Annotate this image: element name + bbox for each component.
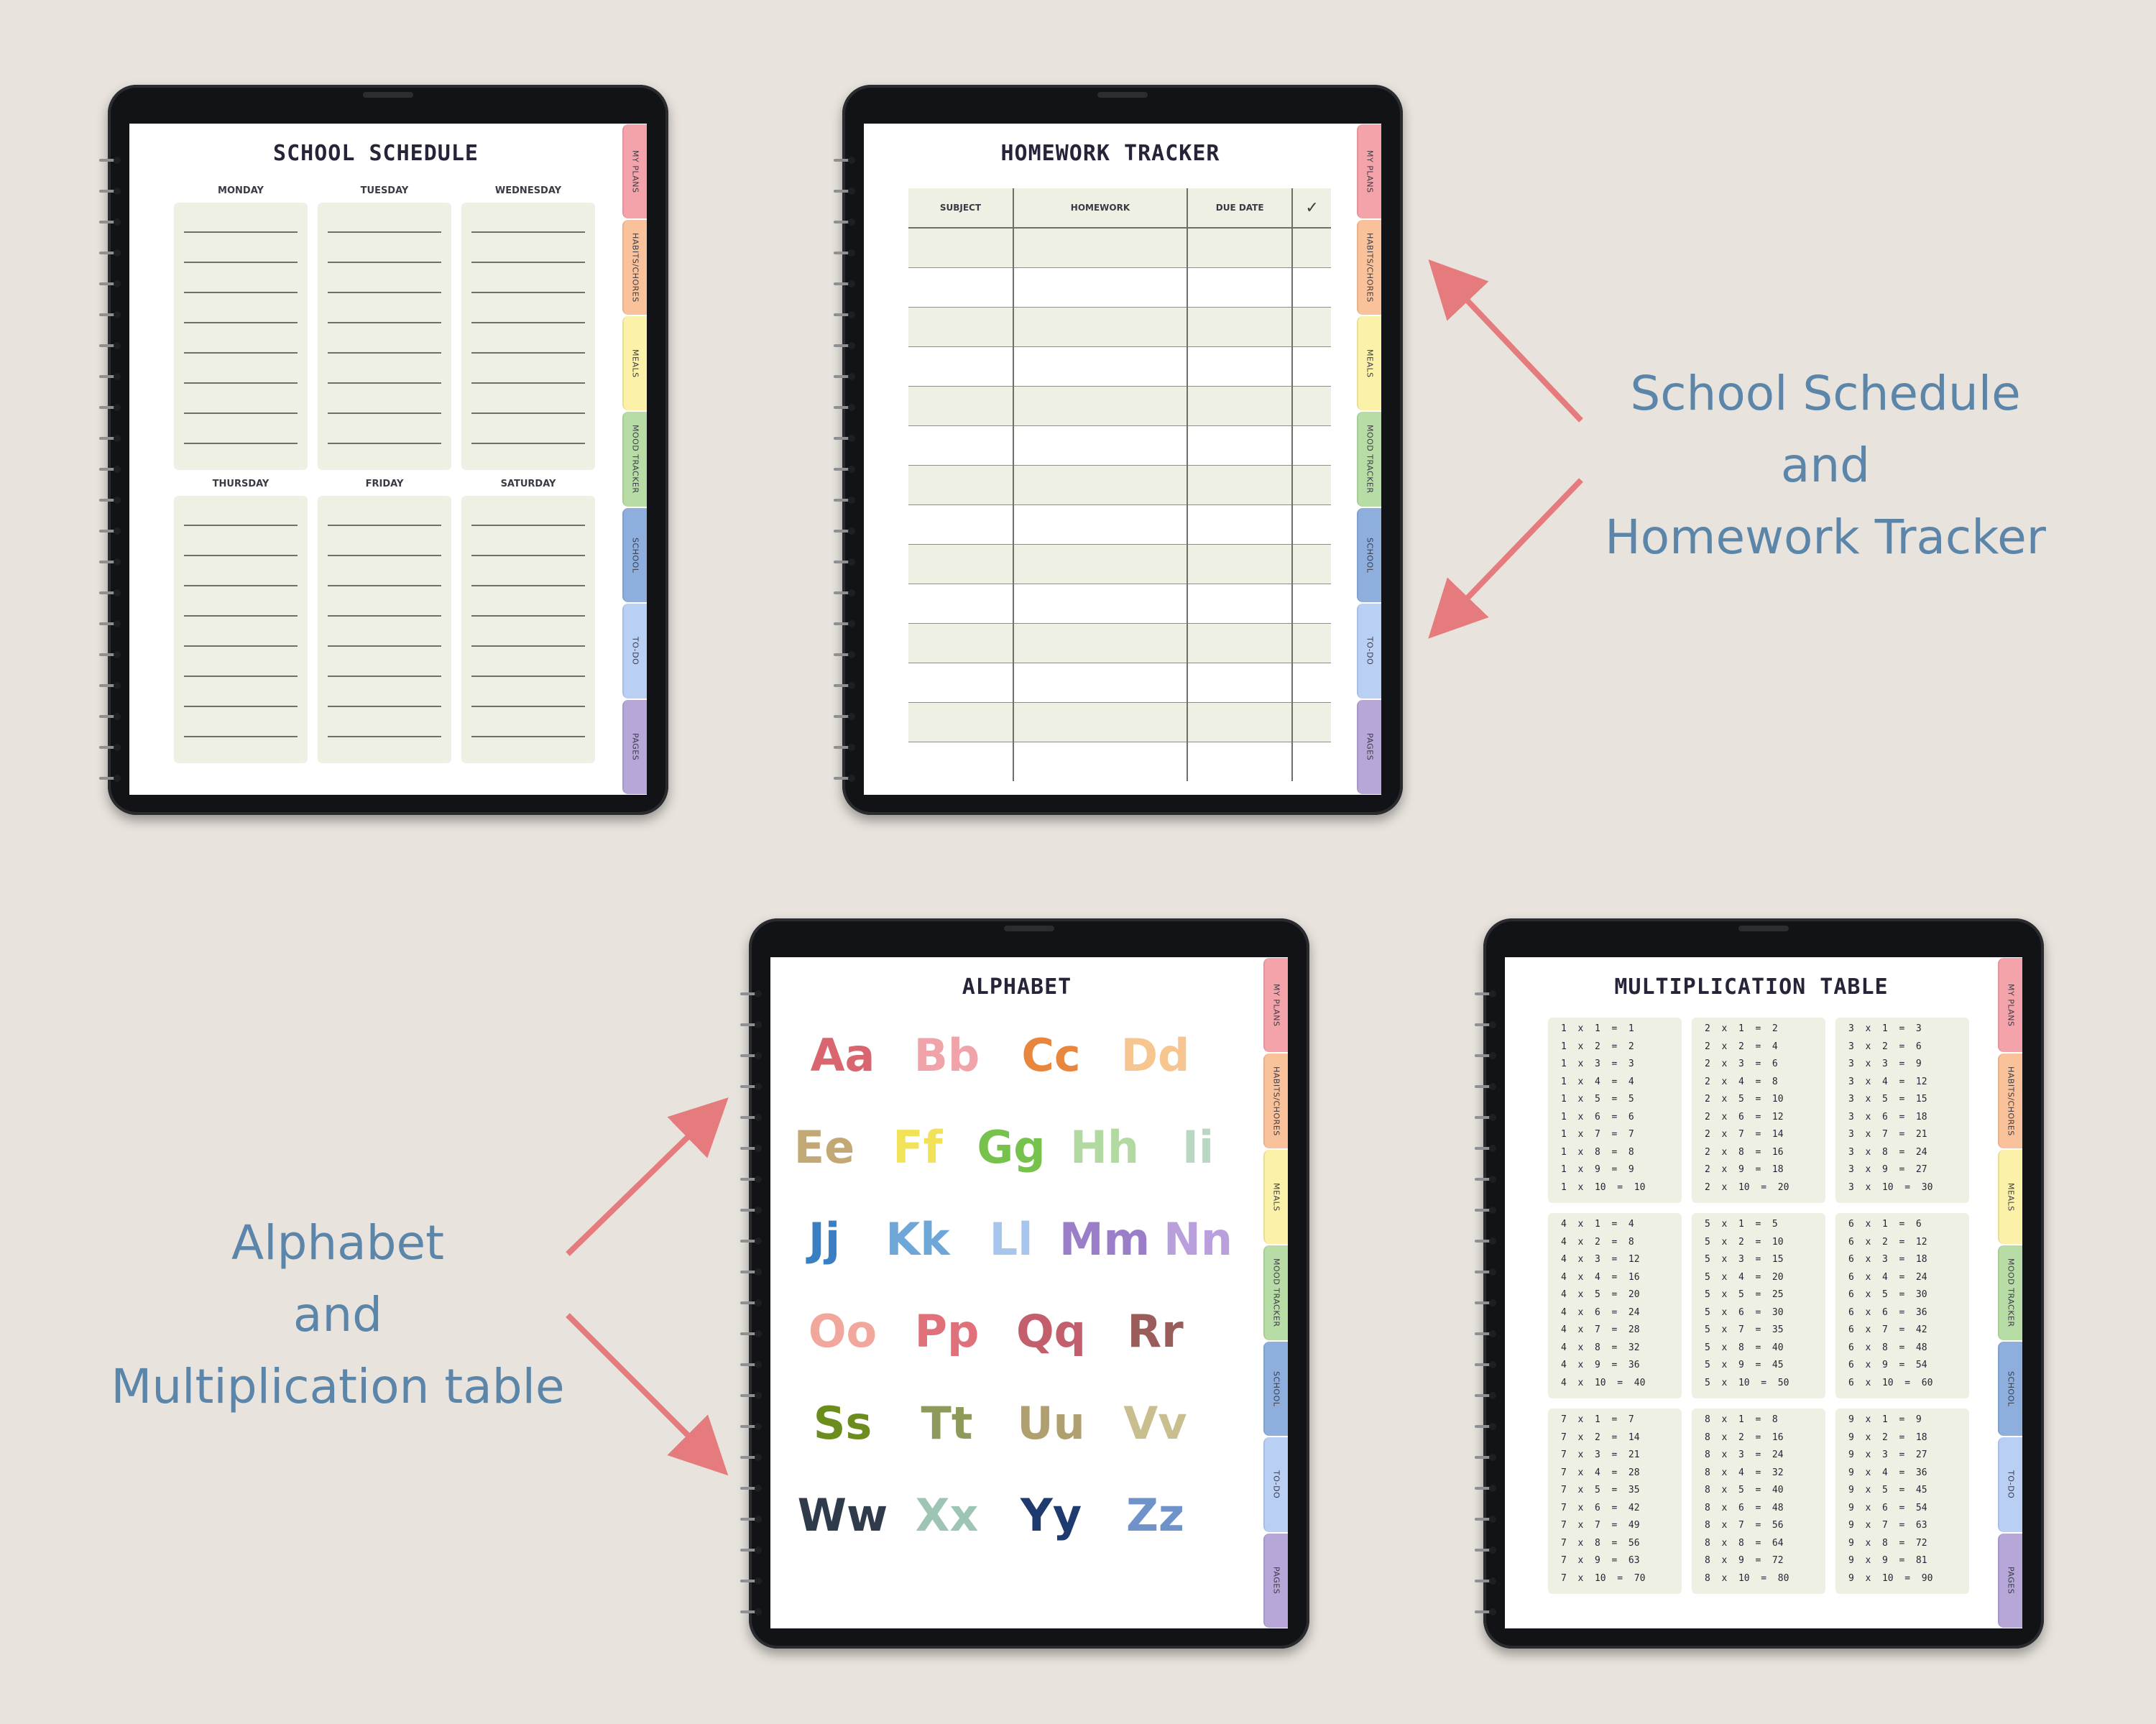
times-table-row: 1 x 6 = 6	[1561, 1111, 1634, 1123]
section-tab-label: MEALS	[2006, 1182, 2016, 1212]
times-table-row: 4 x 7 = 28	[1561, 1324, 1640, 1335]
alphabet-letter: Oo	[808, 1305, 877, 1357]
alphabet-letter: Tt	[921, 1397, 973, 1449]
column-header: ✓	[1292, 188, 1331, 228]
times-table-row: 8 x 9 = 72	[1705, 1555, 1784, 1566]
section-tab-label: MY PLANS	[1271, 983, 1281, 1027]
times-table-row: 8 x 7 = 56	[1705, 1520, 1784, 1531]
times-table-row: 5 x 7 = 35	[1705, 1324, 1784, 1335]
times-table-row: 3 x 1 = 3	[1848, 1023, 1922, 1034]
times-table-row: 7 x 9 = 63	[1561, 1555, 1640, 1566]
times-table-row: 8 x 10 = 80	[1705, 1572, 1789, 1584]
times-table-row: 5 x 8 = 40	[1705, 1342, 1784, 1353]
times-table-row: 5 x 9 = 45	[1705, 1360, 1784, 1370]
times-table-row: 5 x 1 = 5	[1705, 1219, 1778, 1230]
section-tab-label: TO-DO	[1365, 637, 1375, 665]
times-table-row: 2 x 2 = 4	[1705, 1041, 1778, 1052]
section-tab-label: MOOD TRACKER	[630, 425, 640, 494]
times-table-row: 1 x 1 = 1	[1561, 1023, 1634, 1034]
times-table-row: 6 x 1 = 6	[1848, 1219, 1922, 1230]
times-table-row: 6 x 4 = 24	[1848, 1271, 1927, 1283]
times-table-row: 9 x 6 = 54	[1848, 1502, 1927, 1513]
alphabet-letter: Vv	[1123, 1397, 1187, 1449]
times-table-row: 3 x 8 = 24	[1848, 1146, 1927, 1158]
alphabet-letter: Ii	[1181, 1121, 1215, 1174]
times-table-row: 3 x 7 = 21	[1848, 1129, 1927, 1140]
times-table-row: 8 x 2 = 16	[1705, 1432, 1784, 1443]
times-table-row: 1 x 7 = 7	[1561, 1129, 1634, 1140]
times-table-row: 3 x 6 = 18	[1848, 1111, 1927, 1123]
section-tab-label: TO-DO	[2006, 1470, 2016, 1499]
times-table-row: 6 x 2 = 12	[1848, 1236, 1927, 1248]
caption-line: Alphabet	[231, 1215, 445, 1271]
arrow-icon	[568, 1117, 708, 1254]
times-table-row: 6 x 6 = 36	[1848, 1306, 1927, 1318]
times-table-row: 3 x 9 = 27	[1848, 1164, 1927, 1175]
times-table-row: 5 x 4 = 20	[1705, 1271, 1784, 1283]
section-tab-label: MEALS	[1365, 349, 1375, 378]
times-table-row: 7 x 5 = 35	[1561, 1485, 1640, 1495]
times-table-row: 4 x 1 = 4	[1561, 1219, 1634, 1230]
times-table-row: 9 x 3 = 27	[1848, 1449, 1927, 1460]
times-table-row: 6 x 8 = 48	[1848, 1342, 1927, 1353]
times-table-row: 2 x 6 = 12	[1705, 1111, 1784, 1123]
section-tab-label: MOOD TRACKER	[2006, 1258, 2016, 1327]
section-tab-label: MOOD TRACKER	[1365, 425, 1375, 494]
caption-line: and	[1780, 438, 1871, 493]
alphabet-letter: Ww	[797, 1489, 888, 1541]
times-table-row: 2 x 5 = 10	[1705, 1094, 1784, 1105]
times-table-row: 4 x 10 = 40	[1561, 1377, 1646, 1388]
section-tab-label: SCHOOL	[630, 537, 640, 573]
alphabet-letter: Zz	[1125, 1489, 1185, 1541]
times-table-row: 9 x 4 = 36	[1848, 1467, 1927, 1478]
alphabet-letter: Nn	[1163, 1213, 1233, 1266]
times-table-row: 9 x 9 = 81	[1848, 1555, 1927, 1566]
column-header: SUBJECT	[908, 188, 1013, 228]
times-table-row: 4 x 6 = 24	[1561, 1306, 1640, 1318]
times-table-row: 1 x 5 = 5	[1561, 1094, 1634, 1105]
times-table-row: 7 x 1 = 7	[1561, 1414, 1634, 1425]
times-table-row: 8 x 8 = 64	[1705, 1537, 1784, 1549]
alphabet-letter: Aa	[810, 1029, 875, 1082]
times-table-row: 5 x 2 = 10	[1705, 1236, 1784, 1248]
section-tab-label: PAGES	[630, 733, 640, 761]
alphabet-letter: Qq	[1015, 1305, 1087, 1357]
alphabet-letter: Pp	[914, 1305, 980, 1357]
times-table-row: 2 x 3 = 6	[1705, 1059, 1778, 1069]
times-table-row: 3 x 2 = 6	[1848, 1041, 1922, 1052]
times-table-row: 1 x 8 = 8	[1561, 1146, 1634, 1158]
alphabet-letter: Gg	[977, 1121, 1046, 1174]
times-table-row: 2 x 7 = 14	[1705, 1129, 1784, 1140]
times-table-row: 2 x 4 = 8	[1705, 1076, 1778, 1087]
times-table-row: 7 x 4 = 28	[1561, 1467, 1640, 1478]
times-table-row: 2 x 9 = 18	[1705, 1164, 1784, 1175]
times-table-row: 1 x 10 = 10	[1561, 1181, 1646, 1193]
alphabet-letter: Uu	[1017, 1397, 1085, 1449]
times-table-row: 7 x 10 = 70	[1561, 1572, 1646, 1584]
times-table-row: 7 x 6 = 42	[1561, 1502, 1640, 1513]
times-table-row: 4 x 4 = 16	[1561, 1271, 1640, 1283]
times-table-row: 4 x 3 = 12	[1561, 1254, 1640, 1265]
caption-line: School Schedule	[1630, 366, 2021, 421]
times-table-row: 8 x 6 = 48	[1705, 1502, 1784, 1513]
times-table-row: 6 x 9 = 54	[1848, 1360, 1927, 1370]
times-table-row: 4 x 5 = 20	[1561, 1289, 1640, 1300]
page-title: ALPHABET	[962, 974, 1072, 1000]
alphabet-letter: Jj	[808, 1213, 841, 1266]
times-table-row: 3 x 10 = 30	[1848, 1181, 1933, 1193]
times-table-row: 8 x 5 = 40	[1705, 1485, 1784, 1495]
times-table-row: 2 x 10 = 20	[1705, 1181, 1789, 1193]
times-table-row: 1 x 3 = 3	[1561, 1059, 1634, 1069]
times-table-row: 6 x 5 = 30	[1848, 1289, 1927, 1300]
times-table-row: 7 x 7 = 49	[1561, 1520, 1640, 1531]
column-header: DUE DATE	[1187, 188, 1292, 228]
alphabet-letter: Bb	[913, 1029, 980, 1082]
section-tab-label: MEALS	[630, 349, 640, 378]
times-table-row: 9 x 8 = 72	[1848, 1537, 1927, 1549]
times-table-row: 5 x 6 = 30	[1705, 1306, 1784, 1318]
alphabet-letter: Ff	[893, 1121, 943, 1174]
section-tab-label: HABITS/CHORES	[630, 232, 640, 303]
times-table-row: 4 x 2 = 8	[1561, 1236, 1634, 1248]
times-table-row: 7 x 2 = 14	[1561, 1432, 1640, 1443]
alphabet-letter: Kk	[885, 1213, 950, 1266]
times-table-row: 1 x 2 = 2	[1561, 1041, 1634, 1052]
alphabet-letter: Rr	[1127, 1305, 1184, 1357]
section-tab-label: HABITS/CHORES	[2006, 1066, 2016, 1136]
times-table-row: 9 x 5 = 45	[1848, 1485, 1927, 1495]
times-table-row: 8 x 1 = 8	[1705, 1414, 1778, 1425]
alphabet-letter: Mm	[1059, 1213, 1151, 1266]
times-table-row: 9 x 7 = 63	[1848, 1520, 1927, 1531]
times-table-row: 8 x 4 = 32	[1705, 1467, 1784, 1478]
caption-line: Homework Tracker	[1605, 510, 2046, 565]
section-tab-label: HABITS/CHORES	[1271, 1066, 1281, 1136]
page-title: MULTIPLICATION TABLE	[1614, 974, 1889, 1000]
arrow-icon	[1448, 480, 1581, 618]
alphabet-letter: Ss	[813, 1397, 872, 1449]
caption-line: Multiplication table	[111, 1359, 565, 1414]
times-table-row: 3 x 4 = 12	[1848, 1076, 1927, 1087]
day-label: FRIDAY	[365, 479, 404, 489]
alphabet-letter: Ll	[989, 1213, 1033, 1266]
times-table-row: 9 x 10 = 90	[1848, 1572, 1933, 1584]
alphabet-letter: Ee	[793, 1121, 855, 1174]
section-tab-label: MOOD TRACKER	[1271, 1258, 1281, 1327]
times-table-row: 3 x 5 = 15	[1848, 1094, 1927, 1105]
times-table-row: 6 x 10 = 60	[1848, 1377, 1933, 1388]
section-tab-label: PAGES	[1365, 733, 1375, 761]
section-tab-label: MY PLANS	[630, 149, 640, 193]
caption-line: and	[292, 1287, 383, 1342]
section-tab-label: MEALS	[1271, 1182, 1281, 1212]
page-title: SCHOOL SCHEDULE	[273, 141, 479, 166]
alphabet-letter: Yy	[1020, 1489, 1082, 1541]
times-table-row: 6 x 7 = 42	[1848, 1324, 1927, 1335]
times-table-row: 2 x 8 = 16	[1705, 1146, 1784, 1158]
arrow-icon	[568, 1315, 708, 1455]
page-title: HOMEWORK TRACKER	[1000, 141, 1220, 166]
section-tab-label: MY PLANS	[1365, 149, 1375, 193]
day-label: TUESDAY	[360, 185, 409, 196]
section-tab-label: SCHOOL	[2006, 1370, 2016, 1407]
times-table-row: 5 x 10 = 50	[1705, 1377, 1789, 1388]
times-table-row: 7 x 3 = 21	[1561, 1449, 1640, 1460]
times-table-row: 8 x 3 = 24	[1705, 1449, 1784, 1460]
section-tab-label: MY PLANS	[2006, 983, 2016, 1027]
alphabet-letter: Cc	[1021, 1029, 1081, 1082]
arrow-icon	[1448, 280, 1581, 420]
section-tab-label: SCHOOL	[1271, 1370, 1281, 1407]
times-table-row: 2 x 1 = 2	[1705, 1023, 1778, 1034]
alphabet-letter: Dd	[1120, 1029, 1190, 1082]
times-table-row: 3 x 3 = 9	[1848, 1059, 1922, 1069]
section-tab-label: SCHOOL	[1365, 537, 1375, 573]
day-label: SATURDAY	[500, 479, 556, 489]
section-tab-label: HABITS/CHORES	[1365, 232, 1375, 303]
times-table-row: 4 x 8 = 32	[1561, 1342, 1640, 1353]
times-table-row: 9 x 2 = 18	[1848, 1432, 1927, 1443]
day-label: WEDNESDAY	[494, 185, 562, 196]
section-tab-label: TO-DO	[630, 637, 640, 665]
alphabet-letter: Hh	[1069, 1121, 1140, 1174]
times-table-row: 1 x 9 = 9	[1561, 1164, 1634, 1175]
day-label: THURSDAY	[212, 479, 270, 489]
alphabet-letter: Xx	[915, 1489, 979, 1541]
section-tab-label: TO-DO	[1271, 1470, 1281, 1499]
times-table-row: 4 x 9 = 36	[1561, 1360, 1640, 1370]
times-table-row: 9 x 1 = 9	[1848, 1414, 1922, 1425]
times-table-row: 6 x 3 = 18	[1848, 1254, 1927, 1265]
column-header: HOMEWORK	[1013, 188, 1187, 228]
day-label: MONDAY	[218, 185, 264, 196]
section-tab-label: PAGES	[2006, 1567, 2016, 1595]
section-tab-label: PAGES	[1271, 1567, 1281, 1595]
times-table-row: 7 x 8 = 56	[1561, 1537, 1640, 1549]
times-table-row: 5 x 3 = 15	[1705, 1254, 1784, 1265]
times-table-row: 5 x 5 = 25	[1705, 1289, 1784, 1300]
times-table-row: 1 x 4 = 4	[1561, 1076, 1634, 1087]
